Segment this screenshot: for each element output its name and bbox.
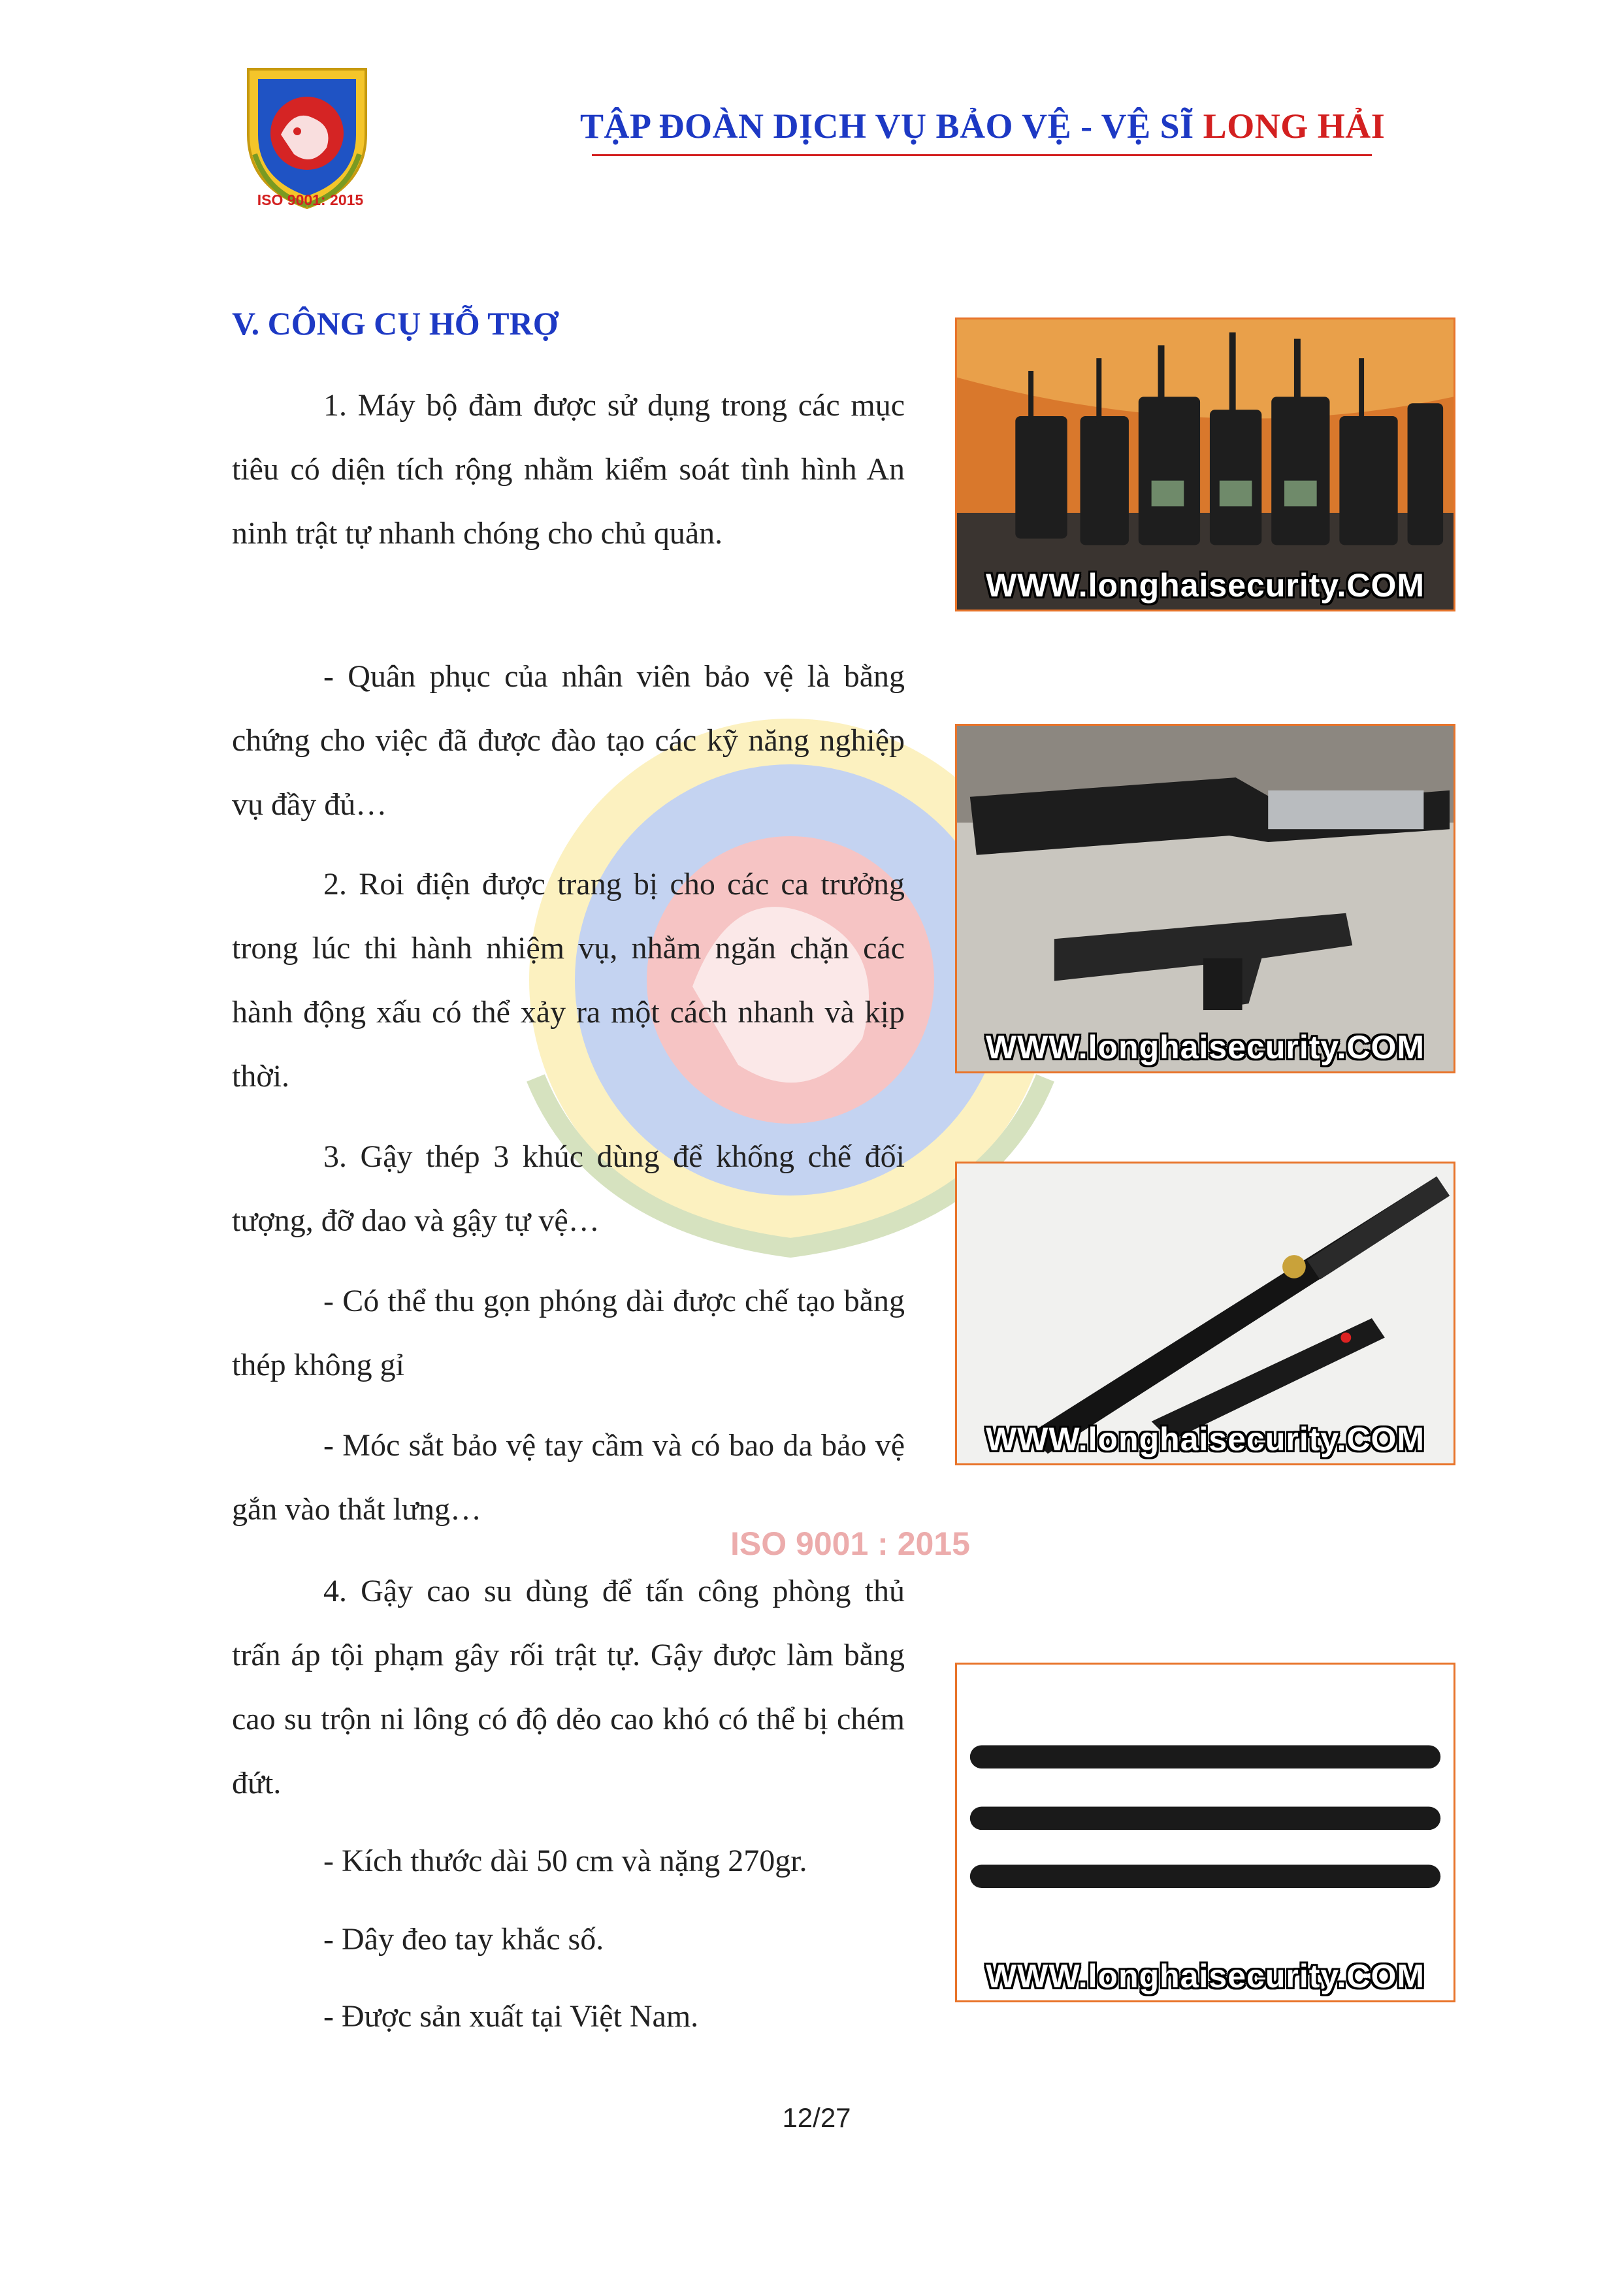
- photo-watermark: WWW.longhaisecurity.COM: [985, 1029, 1425, 1066]
- header-divider: [592, 154, 1372, 156]
- photo-watermark: WWW.longhaisecurity.COM: [985, 567, 1425, 604]
- company-title-main: TẬP ĐOÀN DỊCH VỤ BẢO VỆ - VỆ SĨ: [580, 106, 1203, 146]
- paragraph-strap: [232, 1908, 905, 1972]
- photo-walkie-talkies: [955, 317, 1455, 611]
- page-number: 12/27: [782, 2102, 851, 2133]
- paragraph-radio-text: 1. Máy bộ đàm được sử dụng trong các mục tiêu có diện tích rộng nhằm kiểm soát tình hình An ninh trật tự nhanh chóng cho chủ quản.: [232, 388, 905, 551]
- photo-watermark: WWW.longhaisecurity.COM: [985, 1421, 1425, 1457]
- company-title: [580, 106, 1385, 146]
- paragraph-collapsible-text: - Có thể thu gọn phóng dài được chế tạo bằng thép không gỉ: [232, 1284, 905, 1382]
- paragraph-stun-baton: [232, 853, 905, 1109]
- paragraph-uniform: [232, 645, 905, 837]
- paragraph-holster-text: - Móc sắt bảo vệ tay cầm và có bao da bảo vệ gắn vào thắt lưng…: [232, 1428, 905, 1527]
- paragraph-stun-baton-text: 2. Roi điện được trang bị cho các ca trưởng trong lúc thi hành nhiệm vụ, nhằm ngăn chặn các hành động xấu có thể xảy ra một cách nhanh và kịp thời.: [232, 867, 905, 1094]
- paragraph-size-text: - Kích thước dài 50 cm và nặng 270gr.: [323, 1844, 807, 1878]
- paragraph-collapsible: [232, 1269, 905, 1397]
- paragraph-size: [232, 1829, 905, 1893]
- section-title: V. CÔNG CỤ HỖ TRỢ: [232, 305, 559, 342]
- paragraph-strap-text: - Dây đeo tay khắc số.: [323, 1922, 604, 1957]
- iso-certification: ISO 9001: 2015: [257, 191, 364, 208]
- paragraph-steel-baton: [232, 1125, 905, 1253]
- company-logo: [229, 56, 385, 213]
- paragraph-origin-text: - Được sản xuất tại Việt Nam.: [323, 1999, 699, 2034]
- paragraph-origin: [232, 1985, 905, 2049]
- photo-watermark: WWW.longhaisecurity.COM: [985, 1958, 1425, 1994]
- paragraph-holster: [232, 1414, 905, 1542]
- paragraph-radio: [232, 374, 905, 566]
- paragraph-steel-baton-text: 3. Gậy thép 3 khúc dùng để khống chế đối tượng, đỡ dao và gậy tự vệ…: [232, 1139, 905, 1238]
- paragraph-uniform-text: - Quân phục của nhân viên bảo vệ là bằng chứng cho việc đã được đào tạo các kỹ năng nghiệp vụ đầy đủ…: [232, 659, 905, 822]
- watermark-iso: ISO 9001 : 2015: [730, 1525, 970, 1562]
- paragraph-rubber-baton-text: 4. Gậy cao su dùng để tấn công phòng thủ trấn áp tội phạm gây rối trật tự. Gậy được làm bằng cao su trộn ni lông có độ dẻo cao khó có thể bị chém đứt.: [232, 1574, 905, 1800]
- photo-steel-baton: [955, 1162, 1455, 1465]
- paragraph-rubber-baton: [232, 1559, 905, 1815]
- photo-rubber-baton: [955, 1663, 1455, 2002]
- photo-stun-baton: [955, 724, 1455, 1073]
- company-title-accent: LONG HẢI: [1203, 106, 1386, 146]
